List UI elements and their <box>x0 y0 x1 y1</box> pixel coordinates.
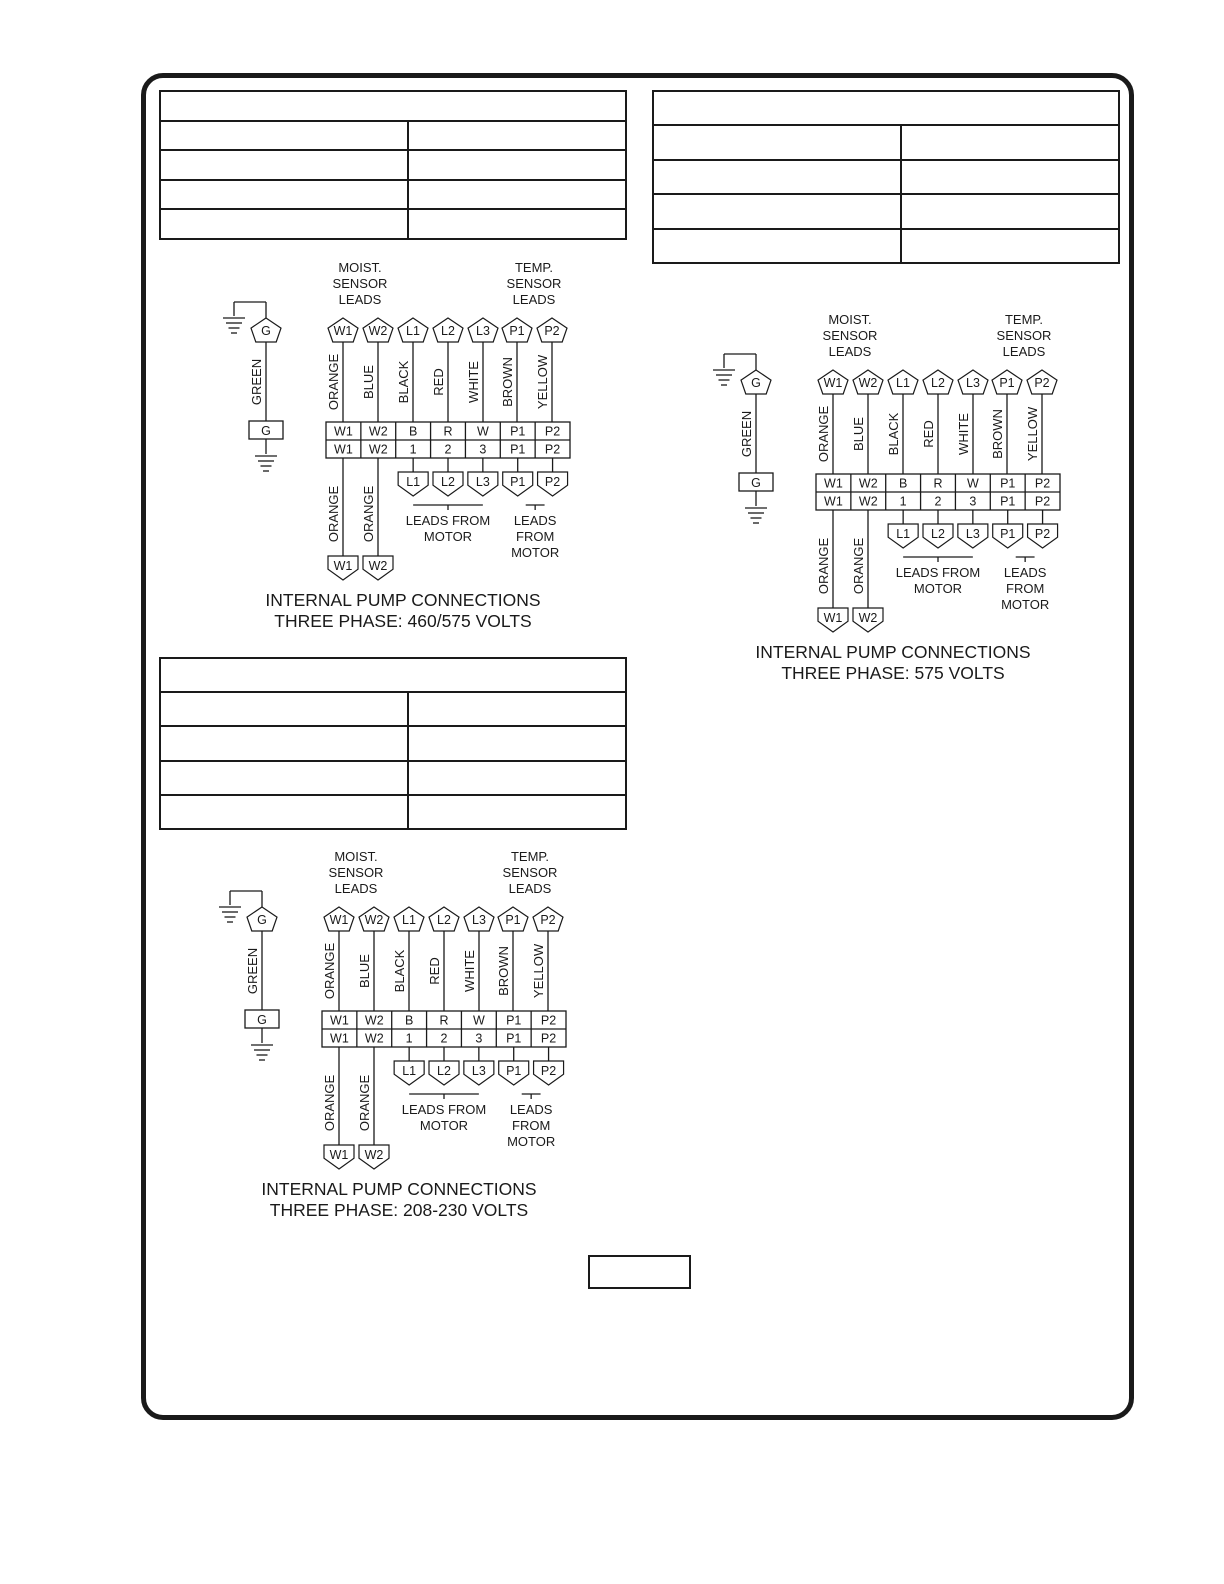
table-row <box>160 121 626 151</box>
terminal-label: P2 <box>540 1031 557 1046</box>
terminal-label: P2 <box>544 442 561 457</box>
table-header-cell <box>160 658 626 692</box>
connector-w1 <box>324 1145 354 1169</box>
wire-color-label: BROWN <box>496 946 511 996</box>
terminal-label: W <box>966 476 979 491</box>
ground-symbol-top <box>223 318 245 333</box>
moist-sensor-label: LEADS <box>828 344 872 359</box>
temp-sensor-label: LEADS <box>1002 344 1046 359</box>
ground-symbol-bottom <box>255 456 277 471</box>
terminal-label: W2 <box>364 1013 384 1028</box>
connector-w1 <box>328 556 358 580</box>
diagram-caption <box>265 590 540 631</box>
terminal-label: P1 <box>510 442 526 457</box>
wire-color-label: ORANGE <box>326 353 341 411</box>
terminal-label: B <box>404 1013 414 1028</box>
terminal-label: P2 <box>540 1013 557 1028</box>
connector-label: L2 <box>931 376 945 390</box>
connector-p2 <box>1027 370 1057 394</box>
connector-p2 <box>533 907 563 931</box>
terminal-label: P2 <box>1034 494 1051 509</box>
connector-label: W2 <box>368 324 388 338</box>
temp-sensor-label: SENSOR <box>502 865 558 880</box>
terminal-label: W1 <box>334 424 353 439</box>
connector-label: P2 <box>1034 376 1050 390</box>
terminal-label: R <box>439 1013 449 1028</box>
connector-l3 <box>958 370 988 394</box>
connector-label: L2 <box>437 1064 451 1078</box>
wiring-svg <box>708 310 1078 683</box>
lower-wire-color-label: ORANGE <box>361 485 376 543</box>
table-row <box>653 194 1119 228</box>
wiring-diagram-460-575 <box>218 258 588 631</box>
wire-color-label: BROWN <box>500 357 515 407</box>
page-number-box <box>588 1255 691 1289</box>
terminal-label: W1 <box>330 1031 349 1046</box>
connector-p2 <box>537 318 567 342</box>
connector-l2 <box>433 472 463 496</box>
terminal-label: W1 <box>824 476 843 491</box>
wire-color-label: ORANGE <box>322 942 337 1000</box>
connector-label: L2 <box>931 527 945 541</box>
ground-terminal-label: G <box>257 1013 267 1027</box>
temp-sensor-label: LEADS <box>512 292 556 307</box>
connector-label: L1 <box>896 527 911 541</box>
table-row <box>160 726 626 760</box>
motor-temp-leads-label: FROM <box>512 1118 551 1133</box>
wire-color-label: RED <box>431 368 446 396</box>
lower-wire-color-label: ORANGE <box>326 485 341 543</box>
connector-w2 <box>363 318 393 342</box>
diagram-caption <box>755 642 1030 683</box>
motor-leads-label: MOTOR <box>419 1118 469 1133</box>
motor-temp-leads-label: MOTOR <box>1001 597 1050 612</box>
motor-temp-leads-label: MOTOR <box>511 545 560 560</box>
connector-label: P2 <box>544 475 561 489</box>
connector-p2 <box>538 472 568 496</box>
motor-temp-leads-label: LEADS <box>1003 565 1047 580</box>
connector-label: L2 <box>437 913 451 927</box>
motor-temp-leads-label: LEADS <box>513 513 557 528</box>
connector-l2 <box>923 524 953 548</box>
ground-terminal <box>249 421 283 439</box>
wire-color-label: YELLOW <box>531 943 546 999</box>
wire-color-label: BLACK <box>396 360 411 404</box>
moist-sensor-label: SENSOR <box>328 865 384 880</box>
temp-sensor-label: TEMP. <box>1004 312 1044 327</box>
terminal-label: W2 <box>858 476 878 491</box>
lower-wire-color-label: ORANGE <box>357 1074 372 1132</box>
terminal-label: W2 <box>368 442 388 457</box>
terminal-label: P2 <box>544 424 561 439</box>
motor-temp-leads-label: FROM <box>516 529 555 544</box>
caption-line-2: THREE PHASE: 575 VOLTS <box>781 663 1005 683</box>
terminal-label: W <box>476 424 489 439</box>
connector-label: W1 <box>333 324 353 338</box>
connector-label: L3 <box>965 527 980 541</box>
connector-label: P1 <box>510 475 526 489</box>
temp-sensor-label: LEADS <box>508 881 552 896</box>
connector-label: W1 <box>823 376 843 390</box>
connector-label: G <box>751 376 761 390</box>
connector-label: L2 <box>441 324 455 338</box>
connector-l1 <box>394 907 424 931</box>
moist-sensor-label: LEADS <box>334 881 378 896</box>
connector-w2 <box>359 1145 389 1169</box>
terminal-label: 2 <box>444 442 452 457</box>
motor-temp-leads-label: FROM <box>1006 581 1045 596</box>
connector-l1 <box>394 1061 424 1085</box>
motor-temp-leads-label: LEADS <box>509 1102 553 1117</box>
connector-p1 <box>499 1061 529 1085</box>
connector-label: P1 <box>1000 527 1016 541</box>
connector-label: L1 <box>406 324 420 338</box>
spec-table-575 <box>652 90 1120 264</box>
connector-label: L1 <box>402 1064 417 1078</box>
connector-l3 <box>958 524 988 548</box>
motor-leads-label: LEADS FROM <box>895 565 981 580</box>
terminal-label: W2 <box>368 424 388 439</box>
connector-label: G <box>257 913 267 927</box>
connector-l1 <box>398 472 428 496</box>
connector-l3 <box>468 318 498 342</box>
connector-label: L1 <box>402 913 416 927</box>
table-row <box>653 125 1119 159</box>
moist-sensor-label: LEADS <box>338 292 382 307</box>
terminal-label: B <box>408 424 418 439</box>
wire-color-label: RED <box>427 957 442 985</box>
connector-p2 <box>534 1061 564 1085</box>
connector-p1 <box>993 524 1023 548</box>
connector-label: W2 <box>364 913 384 927</box>
terminal-label: 1 <box>409 442 417 457</box>
temp-sensor-label: TEMP. <box>510 849 550 864</box>
temp-sensor-label: SENSOR <box>996 328 1052 343</box>
spec-table-460-575 <box>159 90 627 240</box>
connector-g <box>251 318 281 342</box>
table-header-cell <box>653 91 1119 125</box>
motor-temp-leads-label: MOTOR <box>507 1134 556 1149</box>
table-row <box>160 692 626 726</box>
wire-color-label: YELLOW <box>1025 406 1040 462</box>
terminal-label: 2 <box>934 494 942 509</box>
connector-l2 <box>429 907 459 931</box>
connector-l1 <box>888 524 918 548</box>
ground-wire-label: GREEN <box>249 358 264 406</box>
connector-label: W1 <box>823 611 843 625</box>
terminal-label: 1 <box>405 1031 413 1046</box>
terminal-label: 1 <box>899 494 907 509</box>
terminal-label: R <box>933 476 943 491</box>
terminal-strip <box>322 1011 566 1047</box>
connector-p2 <box>1028 524 1058 548</box>
terminal-label: 2 <box>440 1031 448 1046</box>
moist-sensor-label: MOIST. <box>338 260 382 275</box>
wiring-diagram-208-230 <box>214 847 584 1220</box>
connector-label: W2 <box>858 611 878 625</box>
connector-l1 <box>398 318 428 342</box>
ground-symbol-top <box>219 907 241 922</box>
caption-line-1: INTERNAL PUMP CONNECTIONS <box>755 642 1031 662</box>
table-row <box>160 795 626 829</box>
connector-label: L3 <box>476 324 490 338</box>
caption-line-1: INTERNAL PUMP CONNECTIONS <box>261 1179 537 1199</box>
wire-color-label: WHITE <box>466 361 481 403</box>
connector-label: L2 <box>441 475 455 489</box>
terminal-label: P1 <box>1000 476 1016 491</box>
terminal-label: P1 <box>506 1031 522 1046</box>
ground-terminal <box>739 473 773 491</box>
wire-color-label: BROWN <box>990 409 1005 459</box>
connector-label: W2 <box>364 1148 384 1162</box>
connector-w2 <box>853 608 883 632</box>
ground-terminal-label: G <box>751 476 761 490</box>
connector-w1 <box>818 370 848 394</box>
connector-label: W2 <box>368 559 388 573</box>
wire-color-label: BLUE <box>357 954 372 988</box>
connector-l3 <box>464 1061 494 1085</box>
connector-label: P2 <box>540 913 556 927</box>
moist-sensor-label: SENSOR <box>332 276 388 291</box>
caption-line-2: THREE PHASE: 460/575 VOLTS <box>274 611 532 631</box>
motor-leads-label: LEADS FROM <box>405 513 491 528</box>
connector-label: L1 <box>896 376 910 390</box>
connector-label: P2 <box>540 1064 557 1078</box>
terminal-label: W2 <box>858 494 878 509</box>
wire-color-label: YELLOW <box>535 354 550 410</box>
terminal-label: P1 <box>1000 494 1016 509</box>
connector-w2 <box>853 370 883 394</box>
connector-g <box>247 907 277 931</box>
terminal-label: W1 <box>330 1013 349 1028</box>
terminal-label: W1 <box>824 494 843 509</box>
terminal-strip <box>326 422 570 458</box>
terminal-label: 3 <box>969 494 977 509</box>
connector-label: P1 <box>509 324 525 338</box>
connector-label: P1 <box>999 376 1015 390</box>
connector-l2 <box>923 370 953 394</box>
ground-terminal <box>245 1010 279 1028</box>
table-row <box>653 229 1119 263</box>
wire-color-label: ORANGE <box>816 405 831 463</box>
terminal-label: 3 <box>479 442 487 457</box>
lower-wire-color-label: ORANGE <box>851 537 866 595</box>
connector-l2 <box>433 318 463 342</box>
wire-color-label: WHITE <box>956 413 971 455</box>
temp-sensor-label: TEMP. <box>514 260 554 275</box>
wire-color-label: BLACK <box>886 412 901 456</box>
ground-terminal-label: G <box>261 424 271 438</box>
connector-label: G <box>261 324 271 338</box>
ground-symbol-bottom <box>745 508 767 523</box>
lower-wire-color-label: ORANGE <box>816 537 831 595</box>
connector-p1 <box>503 472 533 496</box>
connector-label: W2 <box>858 376 878 390</box>
terminal-label: W1 <box>334 442 353 457</box>
connector-l1 <box>888 370 918 394</box>
terminal-label: P2 <box>1034 476 1051 491</box>
terminal-label: W <box>472 1013 485 1028</box>
ground-symbol-top <box>713 370 735 385</box>
wire-color-label: BLUE <box>851 417 866 451</box>
terminal-label: B <box>898 476 908 491</box>
table-row <box>160 761 626 795</box>
wiring-svg <box>218 258 588 631</box>
terminal-label: R <box>443 424 453 439</box>
diagram-caption <box>261 1179 536 1220</box>
table-row <box>160 209 626 239</box>
wire-color-label: BLACK <box>392 949 407 993</box>
connector-label: W1 <box>333 559 353 573</box>
connector-label: P1 <box>506 1064 522 1078</box>
terminal-label: P1 <box>510 424 526 439</box>
moist-sensor-label: MOIST. <box>828 312 872 327</box>
moist-sensor-label: SENSOR <box>822 328 878 343</box>
connector-l2 <box>429 1061 459 1085</box>
ground-wire-label: GREEN <box>739 410 754 458</box>
connector-label: P1 <box>505 913 521 927</box>
temp-sensor-label: SENSOR <box>506 276 562 291</box>
caption-line-2: THREE PHASE: 208-230 VOLTS <box>269 1200 529 1220</box>
connector-p1 <box>502 318 532 342</box>
terminal-label: P1 <box>506 1013 522 1028</box>
terminal-label: 3 <box>475 1031 483 1046</box>
terminal-label: W2 <box>364 1031 384 1046</box>
caption-line-1: INTERNAL PUMP CONNECTIONS <box>265 590 541 610</box>
connector-label: L3 <box>471 1064 486 1078</box>
lower-wire-color-label: ORANGE <box>322 1074 337 1132</box>
table-row <box>160 180 626 210</box>
moist-sensor-label: MOIST. <box>334 849 378 864</box>
connector-w1 <box>328 318 358 342</box>
connector-label: W1 <box>329 1148 349 1162</box>
connector-l3 <box>464 907 494 931</box>
ground-wire-label: GREEN <box>245 947 260 995</box>
connector-label: P2 <box>544 324 560 338</box>
motor-leads-label: MOTOR <box>913 581 963 596</box>
wiring-svg <box>214 847 584 1220</box>
connector-w1 <box>818 608 848 632</box>
connector-w2 <box>359 907 389 931</box>
connector-label: L3 <box>966 376 980 390</box>
spec-table-208-230 <box>159 657 627 830</box>
connector-label: L3 <box>472 913 486 927</box>
motor-leads-label: MOTOR <box>423 529 473 544</box>
connector-p1 <box>992 370 1022 394</box>
connector-l3 <box>468 472 498 496</box>
connector-label: P2 <box>1034 527 1051 541</box>
connector-w2 <box>363 556 393 580</box>
table-header-cell <box>160 91 626 121</box>
connector-label: W1 <box>329 913 349 927</box>
connector-p1 <box>498 907 528 931</box>
connector-g <box>741 370 771 394</box>
wire-color-label: RED <box>921 420 936 448</box>
wire-color-label: WHITE <box>462 950 477 992</box>
connector-label: L1 <box>406 475 421 489</box>
connector-label: L3 <box>475 475 490 489</box>
wire-color-label: BLUE <box>361 365 376 399</box>
connector-w1 <box>324 907 354 931</box>
table-row <box>160 150 626 180</box>
ground-symbol-bottom <box>251 1045 273 1060</box>
terminal-strip <box>816 474 1060 510</box>
table-row <box>653 160 1119 194</box>
wiring-diagram-575 <box>708 310 1078 683</box>
motor-leads-label: LEADS FROM <box>401 1102 487 1117</box>
